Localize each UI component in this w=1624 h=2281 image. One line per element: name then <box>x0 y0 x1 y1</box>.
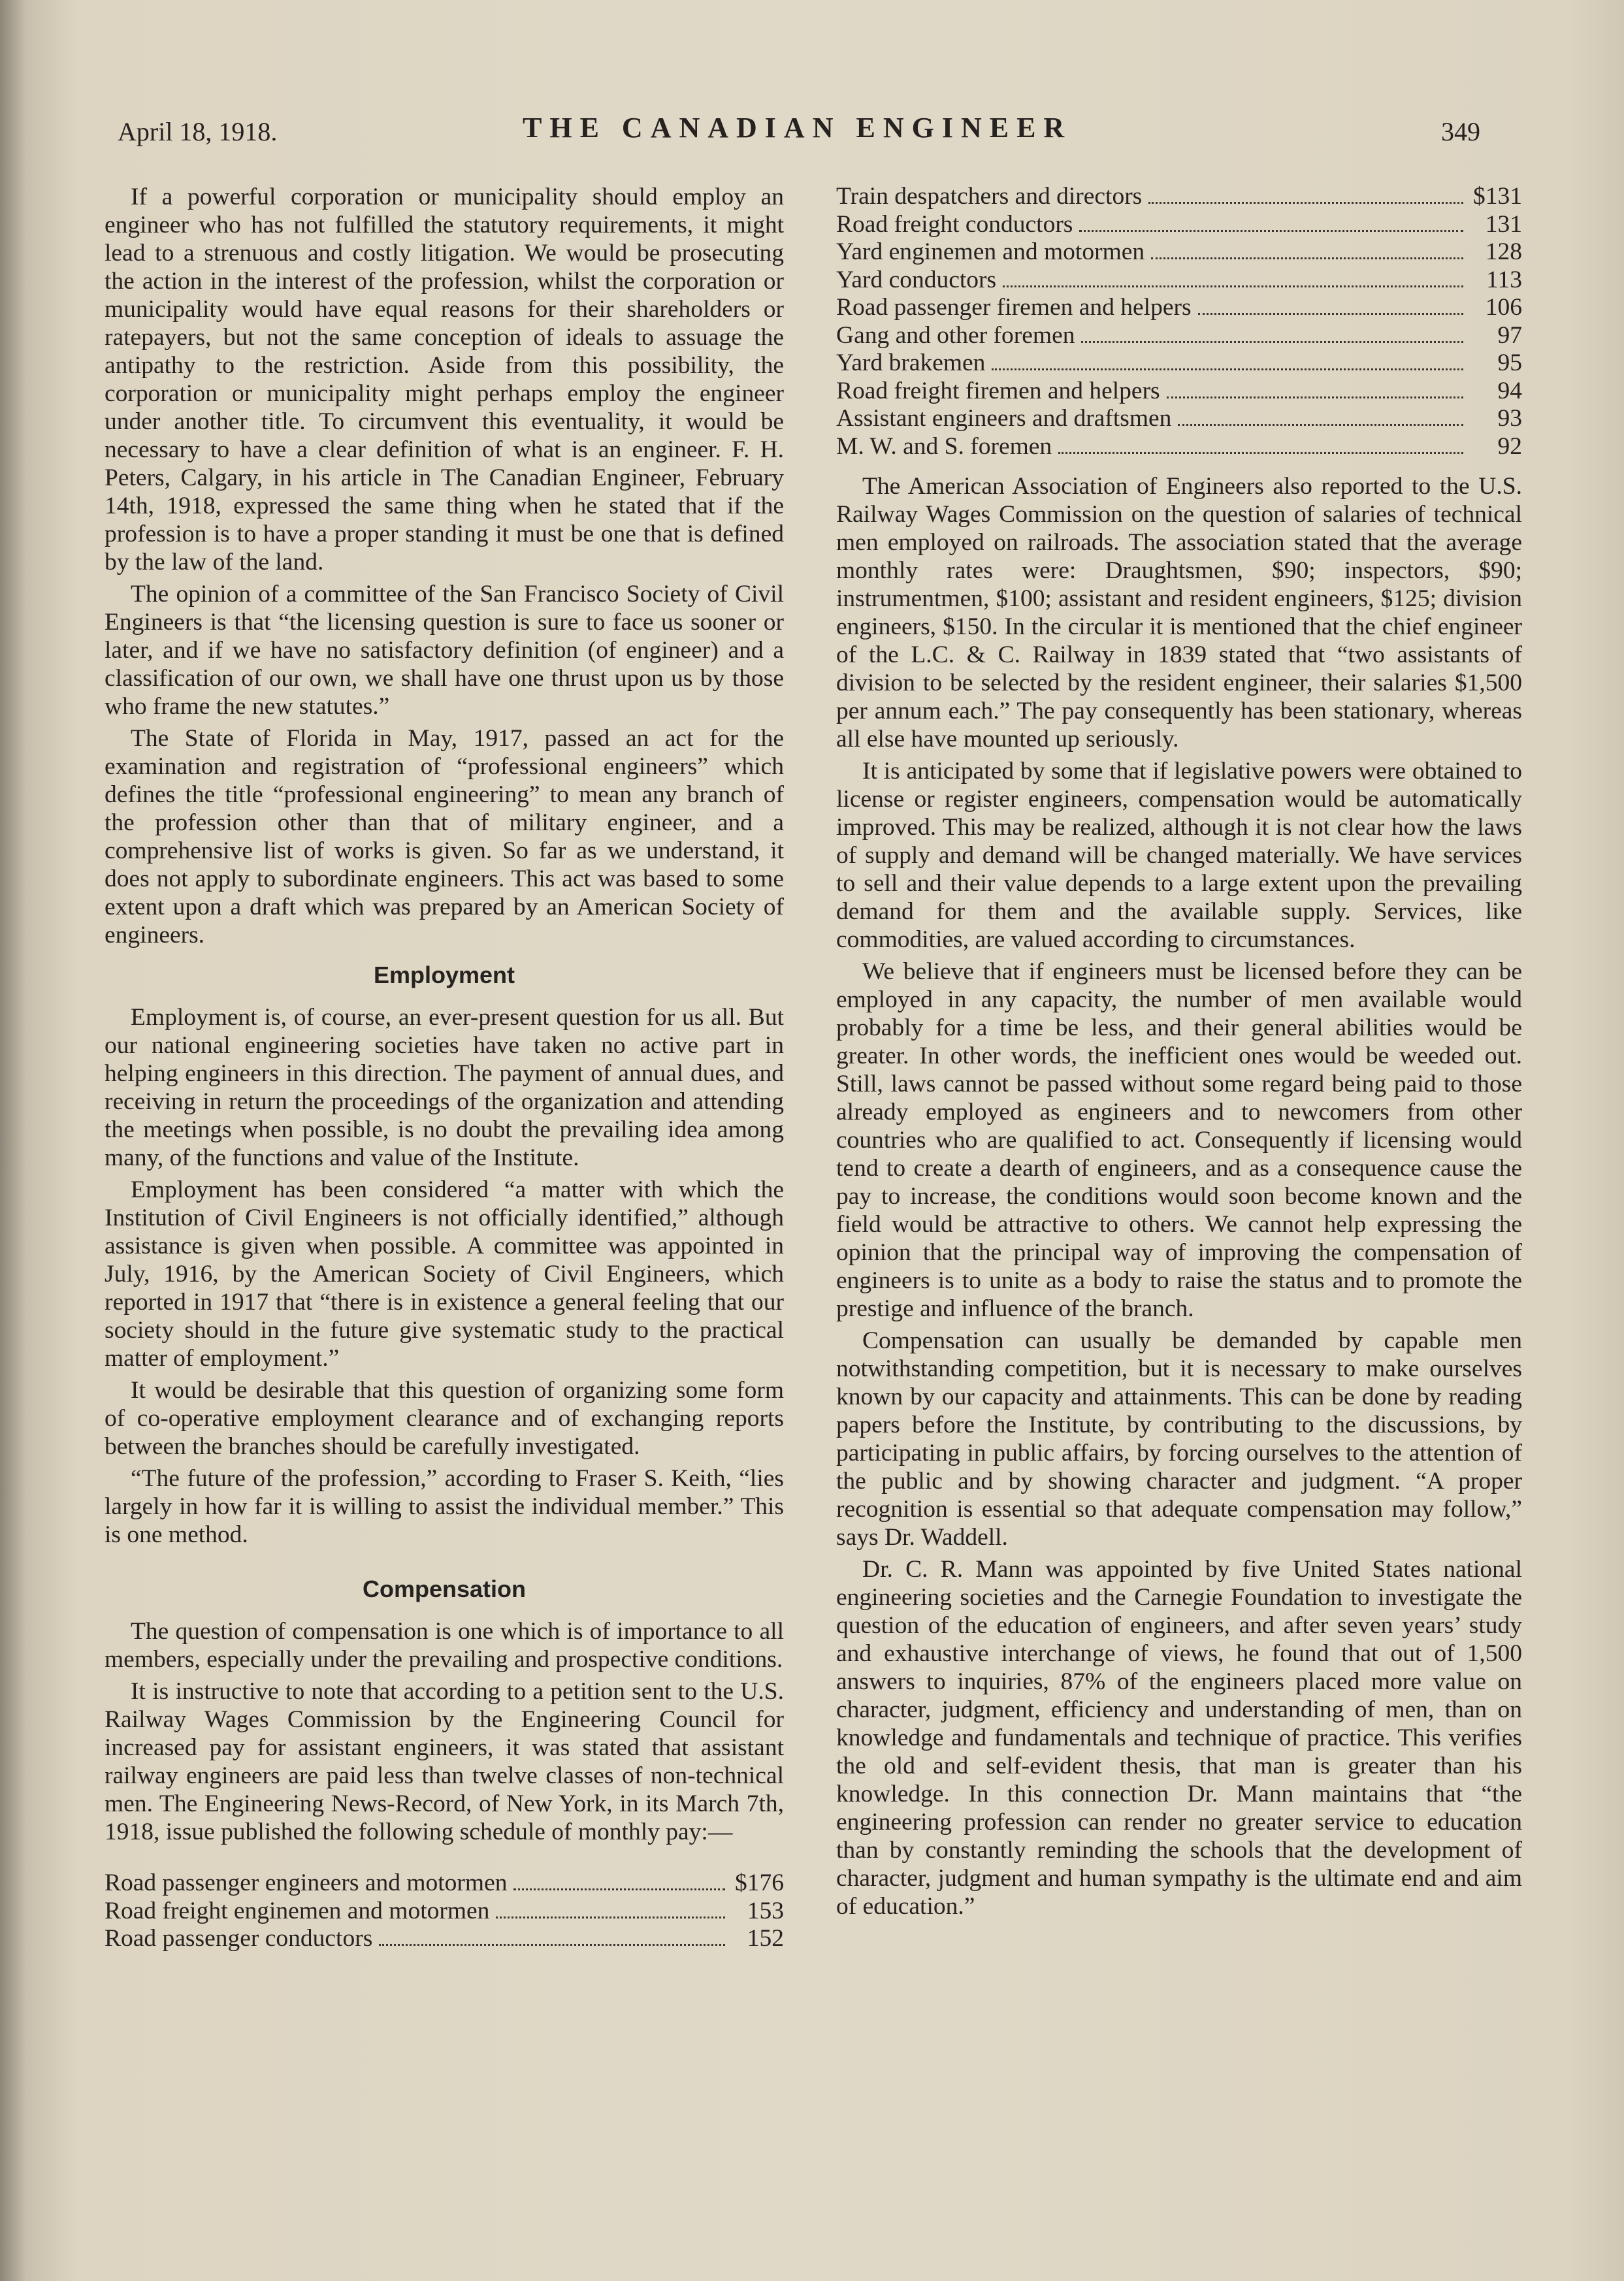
page-header <box>118 111 1480 157</box>
leader-dots <box>513 1888 725 1890</box>
pay-row-amount: 94 <box>1497 377 1522 404</box>
leader-dots <box>379 1943 725 1946</box>
leader-dots <box>1081 340 1463 343</box>
pay-row-label: Gang and other foremen <box>836 321 1075 349</box>
paragraph: We believe that if engineers must be licensed before they can be employed in any capacity, the number of men available would probably for a time be less, and their general abilities would be greater. In other words, the inefficient ones would be weeded out. Still, laws cannot be passed without some regard being paid to those already employed as engineers and to newcomers from other countries who are qualified to act. Consequently if licensing would tend to create a dearth of engineers, and as a consequence cause the pay to increase, the conditions would soon become known and the field would be attractive to others. We cannot help expressing the opinion that the principal way of improving the compensation of engineers is to unite as a body to raise the status and to promote the prestige and influence of the branch. <box>836 958 1522 1322</box>
pay-table-row <box>836 238 1522 267</box>
leader-dots <box>1079 229 1463 232</box>
pay-table-row <box>836 349 1522 378</box>
pay-table-row <box>836 183 1522 211</box>
pay-row-label: Yard conductors <box>836 266 997 293</box>
leader-dots <box>992 368 1463 370</box>
leader-dots <box>1198 312 1463 315</box>
pay-row-amount: 153 <box>747 1897 784 1924</box>
paragraph: It would be desirable that this question of organizing some form of co-operative employment clearance and of exchanging reports between the branches should be carefully investigated. <box>105 1377 784 1460</box>
paragraph: The question of compensation is one which is of importance to all members, especially under the prevailing and prospective conditions. <box>105 1618 784 1673</box>
pay-row-label: Road freight enginemen and motormen <box>105 1897 490 1924</box>
paragraph: “The future of the profession,” according to Fraser S. Keith, “lies largely in how far it is willing to assist the individual member.” This is one method. <box>105 1465 784 1548</box>
page-number: 349 <box>1441 117 1480 146</box>
leader-dots <box>1148 201 1463 204</box>
paragraph: Employment is, of course, an ever-present question for us all. But our national engineering societies have taken no active part in helping engineers in this direction. The payment of annual dues, and receiving in return the proceedings of the organization and attending the meetings when possible, is no doubt the prevailing idea among many, of the functions and value of the Institute. <box>105 1004 784 1171</box>
leader-dots <box>1003 285 1463 287</box>
pay-table-row <box>105 1898 784 1926</box>
issue-date: April 18, 1918. <box>118 117 278 146</box>
pay-table-row <box>836 267 1522 295</box>
left-column <box>105 183 784 1953</box>
pay-schedule-table <box>105 1869 784 1953</box>
pay-table-row <box>836 433 1522 461</box>
pay-row-label: M. W. and S. foremen <box>836 432 1052 460</box>
pay-table-row <box>836 405 1522 433</box>
paragraph: The American Association of Engineers also reported to the U.S. Railway Wages Commission on the question of salaries of technical men employed on railroads. The association stated that the average monthly rates were: Draughtsmen, $90; inspectors, $90; instrumentmen, $100; assistant and resident engineers, $125; division engineers, $150. In the circular it is mentioned that the chief engineer of the L.C. & C. Railway in 1839 stated that “two assistants of division to be selected by the resident engineer, their salaries $1,500 per annum each.” The pay consequently has been stationary, whereas all else have mounted up seriously. <box>836 473 1522 752</box>
leader-dots <box>1151 257 1463 259</box>
pay-row-label: Road passenger engineers and motormen <box>105 1869 508 1896</box>
pay-row-amount: 97 <box>1497 321 1522 349</box>
pay-row-amount: $131 <box>1473 183 1522 210</box>
section-heading-compensation: Compensation <box>362 1576 526 1602</box>
pay-row-amount: 95 <box>1497 349 1522 376</box>
pay-row-label: Road passenger conductors <box>105 1925 373 1952</box>
pay-row-label: Train despatchers and directors <box>836 183 1143 210</box>
leader-dots <box>1167 396 1463 398</box>
pay-table-row <box>105 1925 784 1953</box>
pay-row-label: Yard brakemen <box>836 349 986 376</box>
paragraph: Dr. C. R. Mann was appointed by five United States national engineering societies and the Carnegie Foundation to investigate the question of the education of engineers, and after seven years’ study and exhaustive interchange of views, he found that out of 1,500 answers to inquiries, 87% of the engineers placed more value on character, judgment, efficiency and understanding of men, than on knowledge and fundamentals and technique of practice. This verifies the old and self-evident thesis, that man is greater than his knowledge. In this connection Dr. Mann maintains that “the engineering profession can render no greater service to education than by constantly reminding the schools that the development of character, judgment and human sympathy is the ultimate end and aim of education.” <box>836 1556 1522 1920</box>
pay-row-label: Yard enginemen and motormen <box>836 238 1145 265</box>
journal-title: THE CANADIAN ENGINEER <box>523 112 1073 144</box>
pay-row-amount: 93 <box>1497 405 1522 432</box>
pay-row-amount: $176 <box>735 1869 784 1896</box>
pay-row-amount: 106 <box>1485 294 1522 321</box>
pay-row-amount: 113 <box>1486 266 1522 293</box>
section-heading-employment: Employment <box>373 962 515 988</box>
paragraph: The opinion of a committee of the San Francisco Society of Civil Engineers is that “the licensing question is sure to face us sooner or later, and if we have no satisfactory definition (of engineer) and a classification of our own, we shall have one thrust upon us by those who frame the new statutes.” <box>105 581 784 720</box>
pay-row-label: Road freight conductors <box>836 210 1073 238</box>
paragraph: If a powerful corporation or municipality should employ an engineer who has not fulfilled the statutory requirements, it might lead to a strenuous and costly litigation. We would be prosecuting the action in the interest of the profession, whilst the corporation or municipality would have equal reasons for their shareholders or ratepayers, but not the same conception of ideals to assuage the antipathy to the restriction. Aside from this possibility, the corporation or municipality might perhaps employ the engineer under another title. To circumvent this eventuality, it would be necessary to have a clear definition of what is an engineer. F. H. Peters, Calgary, in his article in The Canadian Engineer, February 14th, 1918, expressed the same thing when he stated that if the profession is to have a proper standing it must be one that is defined by the law of the land. <box>105 184 784 575</box>
pay-row-label: Road freight firemen and helpers <box>836 377 1160 404</box>
leader-dots <box>1178 423 1463 426</box>
pay-schedule-table-continued <box>836 183 1522 461</box>
pay-table-row <box>836 294 1522 322</box>
paragraph: It is instructive to note that according to a petition sent to the U.S. Railway Wages Commission by the Engineering Council for increased pay for assistant engineers, it was stated that assistant railway engineers are paid less than twelve classes of non-technical men. The Engineering News-Record, of New York, in its March 7th, 1918, issue published the following schedule of monthly pay:— <box>105 1678 784 1845</box>
pay-row-amount: 152 <box>747 1925 784 1952</box>
pay-row-amount: 128 <box>1485 238 1522 265</box>
paragraph: The State of Florida in May, 1917, passed an act for the examination and registration of “professional engineers” which defines the title “professional engineering” to mean any branch of the profession other than that of military engineer, and a comprehensive list of works is given. So far as we understand, it does not apply to subordinate engineers. This act was based to some extent upon a draft which was prepared by an American Society of engineers. <box>105 725 784 948</box>
pay-row-label: Road passenger firemen and helpers <box>836 294 1192 321</box>
pay-table-row <box>836 378 1522 406</box>
paragraph: Employment has been considered “a matter with which the Institution of Civil Engineers is not officially identified,” although assistance is given when possible. A committee was appointed in July, 1916, by the American Society of Civil Engineers, which reported in 1917 that “there is in existence a general feeling that our society should in the future give systematic study to the practical matter of employment.” <box>105 1176 784 1372</box>
paragraph: Compensation can usually be demanded by capable men notwithstanding competition, but it is necessary to make ourselves known by our capacity and attainments. This can be done by reading papers before the Institute, by contributing to the discussions, by participating in public affairs, by forcing ourselves to the attention of the public and by showing character and judgment. “A proper recognition is essential so that adequate compensation may follow,” says Dr. Waddell. <box>836 1327 1522 1551</box>
leader-dots <box>496 1916 725 1918</box>
pay-table-row <box>105 1869 784 1898</box>
leader-dots <box>1058 451 1463 454</box>
pay-row-label: Assistant engineers and draftsmen <box>836 405 1172 432</box>
paragraph: It is anticipated by some that if legislative powers were obtained to license or register engineers, compensation would be automatically improved. This may be realized, although it is not clear how the laws of supply and demand will be changed materially. We have services to sell and their value depends to a large extent upon the prevailing demand for them and the available supply. Services, like commodities, are valued according to circumstances. <box>836 758 1522 953</box>
pay-row-amount: 131 <box>1485 210 1522 238</box>
right-column <box>836 183 1522 1924</box>
pay-table-row <box>836 211 1522 239</box>
pay-table-row <box>836 322 1522 350</box>
pay-row-amount: 92 <box>1497 432 1522 460</box>
